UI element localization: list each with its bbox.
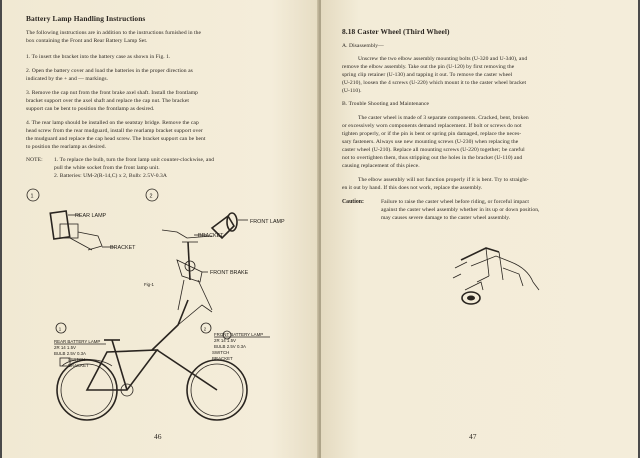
disassembly-line-1: Unscrew the two elbow assembly mounting bolts (U-320 and U-340), and xyxy=(358,56,528,62)
svg-text:2R 14 1.5V: 2R 14 1.5V xyxy=(54,345,76,350)
section-b-heading: B. Trouble Shooting and Maintenance xyxy=(342,101,430,107)
step-4-line-1: 4. The rear lamp should be installed on the seatstay bridge. Remove the cap xyxy=(26,120,199,126)
maintenance-line-4: sary fasteners. Always use new mounting screws (U-230) when replacing the xyxy=(342,139,519,145)
maintenance-line-5: caster wheel (U-210). Replace all mounting screws (U-220) together; be careful xyxy=(342,147,525,153)
figure-circle-1 xyxy=(27,189,39,201)
intro-line-2: box containing the Front and Rear Battery Lamp Set. xyxy=(26,38,148,44)
svg-text:2: 2 xyxy=(149,193,153,200)
note-line-3: 2. Batteries: UM-2(R-14,C) x 2, Bulb: 2.5V-0.3A xyxy=(54,173,167,179)
rear-battery-lamp-inset xyxy=(54,323,106,368)
caution-line-1: Failure to raise the caster wheel before riding, or forceful impact xyxy=(381,199,529,205)
maintenance-2-line-2: en it out by hand. If this does not work, replace the assembly. xyxy=(342,185,483,191)
front-brake-label: FRONT BRAKE xyxy=(210,270,249,276)
caution-label: Caution: xyxy=(342,199,364,205)
svg-text:FRONT BATTERY LAMP: FRONT BATTERY LAMP xyxy=(214,332,264,337)
maintenance-line-1: The caster wheel is made of 3 separate components. Cracked, bent, broken xyxy=(358,115,529,121)
svg-text:SWITCH: SWITCH xyxy=(212,350,230,355)
right-page-number: 47 xyxy=(469,432,477,441)
step-3-line-1: 3. Remove the cap nut from the front brake axel shaft. Install the frontlamp xyxy=(26,90,199,96)
step-4-line-3: the mudguard and replace the cap head screw. The bracket support can be bent xyxy=(26,136,206,142)
rear-lamp-drawing xyxy=(50,211,136,251)
step-4-line-4: to position the rearlamp as desired. xyxy=(26,144,107,150)
maintenance-line-3: tighten properly, or if the pin is bent or spring pin damaged, replace the neces- xyxy=(342,131,522,137)
left-page-number: 46 xyxy=(154,432,162,441)
rear-bracket-label: BRACKET xyxy=(110,245,136,251)
right-page xyxy=(321,0,638,458)
caution-line-3: may causes severe damage to the caster wheel assembly. xyxy=(381,215,511,221)
front-bracket-label: BRACKET xyxy=(198,233,224,239)
step-1-line-1: 1. To insert the bracket into the battery case as shown in Fig. 1. xyxy=(26,54,171,60)
front-lamp-label: FRONT LAMP xyxy=(250,219,285,225)
disassembly-line-2: remove the elbow assembly. Take out the pin (U-120) by first removing the xyxy=(342,64,515,70)
svg-text:BULB 2.5V 0.3A: BULB 2.5V 0.3A xyxy=(214,344,246,349)
caution-line-2: against the caster wheel assembly whether in its up or down position, xyxy=(381,207,540,213)
svg-text:REAR BATTERY LAMP: REAR BATTERY LAMP xyxy=(54,339,101,344)
book-spread xyxy=(2,0,638,458)
left-page-title: Battery Lamp Handling Instructions xyxy=(26,14,146,23)
figure-circle-2 xyxy=(146,189,158,201)
disassembly-line-4: (U-210), loosen the 4 screws (U-220) which mount it to the caster wheel bracket xyxy=(342,80,527,86)
note-line-1: 1. To replace the bulb, turn the front lamp unit counter-clockwise, and xyxy=(54,157,215,163)
maintenance-line-7: causing replacement of this piece. xyxy=(342,163,420,169)
caster-wheel-drawing xyxy=(441,238,551,318)
maintenance-line-2: or excessively worn components demand replacement. If bolt or screws do not xyxy=(342,123,522,129)
rear-lamp-label: REAR LAMP xyxy=(75,213,107,219)
section-a-heading: A. Disassembly— xyxy=(342,43,384,49)
note-label: NOTE: xyxy=(26,157,43,163)
step-2-line-1: 2. Open the battery cover and load the batteries in the proper direction as xyxy=(26,68,193,74)
front-battery-lamp-inset xyxy=(201,323,270,361)
svg-text:2: 2 xyxy=(203,326,207,332)
disassembly-line-5: (U-110). xyxy=(342,88,362,94)
svg-text:BRACKET: BRACKET xyxy=(212,356,233,361)
right-page-title: 8.18 Caster Wheel (Third Wheel) xyxy=(342,27,450,36)
svg-text:1: 1 xyxy=(58,326,62,332)
left-page xyxy=(2,0,319,458)
svg-text:SWITCH: SWITCH xyxy=(68,357,86,362)
maintenance-2-line-1: The elbow assembly will not function properly if it is bent. Try to straight- xyxy=(358,177,529,183)
svg-text:BULB 2.5V 0.3A: BULB 2.5V 0.3A xyxy=(54,351,86,356)
maintenance-line-6: not to overtighten them, thus stripping out the holes in the bracket (U-110) and xyxy=(342,155,523,161)
intro-line-1: The following instructions are in addition to the instructions furnished in the xyxy=(26,30,201,36)
step-3-line-3: support can be bent to position the frontlamp as desired. xyxy=(26,106,155,112)
svg-text:1: 1 xyxy=(30,193,34,200)
step-4-line-2: head screw from the rear mudguard, install the rearlamp bracket support over xyxy=(26,128,203,134)
step-2-line-2: indicated by the + and — markings. xyxy=(26,76,109,82)
svg-text:BRACKET: BRACKET xyxy=(68,363,89,368)
note-line-2: pull the white socket from the front lamp unit. xyxy=(54,165,160,171)
front-lamp-drawing xyxy=(162,213,285,310)
step-3-line-2: bracket support over the axel shaft and replace the cap nut. The bracket xyxy=(26,98,190,104)
svg-text:2R 14 1.5V: 2R 14 1.5V xyxy=(214,338,236,343)
battery-lamp-figure xyxy=(2,180,319,430)
disassembly-line-3: spring clip retainer (U-130) and tapping it out. To remove the caster wheel xyxy=(342,72,513,78)
fig-1-label: Fig-1 xyxy=(144,282,155,287)
